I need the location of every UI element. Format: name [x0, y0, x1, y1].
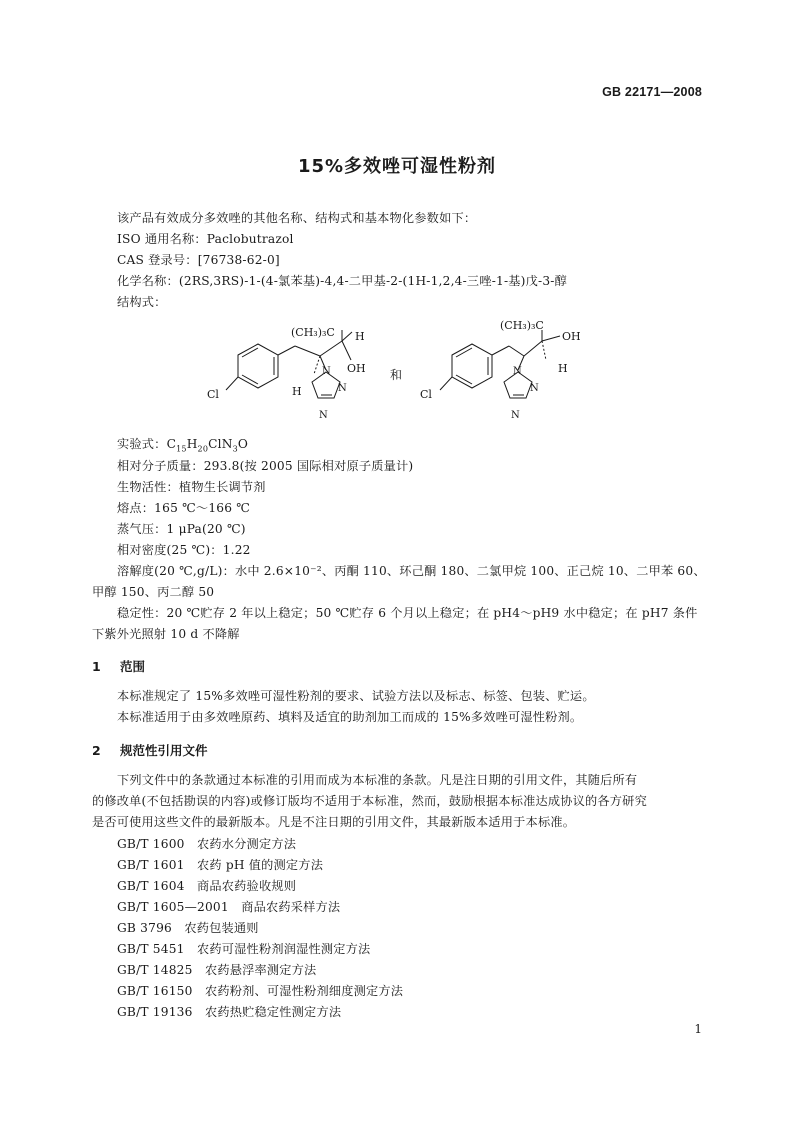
reference-item: GB/T 16150 农药粉剂、可湿性粉剂细度测定方法 [117, 984, 404, 998]
left-cl: Cl [207, 388, 219, 401]
right-h: H [558, 362, 568, 375]
solubility-line-1: 溶解度(20 ℃,g/L)：水中 2.6×10⁻²、丙酮 110、环己酮 180、二氯甲烷 100、正己烷 10、二甲苯 60、 [117, 564, 706, 578]
left-oh: OH [347, 362, 366, 375]
right-n3: N [511, 410, 520, 421]
left-n3: N [319, 410, 328, 421]
reference-item: GB 3796 农药包装通则 [117, 921, 259, 935]
right-oh: OH [562, 330, 581, 343]
molecular-weight: 相对分子质量：293.8(按 2005 国际相对原子质量计) [117, 459, 414, 473]
left-tbutyl: (CH₃)₃C [291, 326, 335, 339]
intro-lead: 该产品有效成分多效唑的其他名称、结构式和基本物化参数如下： [117, 211, 477, 225]
bioactivity: 生物活性：植物生长调节剂 [117, 480, 266, 494]
reference-item: GB/T 1600 农药水分测定方法 [117, 837, 297, 851]
reference-item: GB/T 19136 农药热贮稳定性测定方法 [117, 1005, 342, 1019]
reference-item: GB/T 1605—2001 商品农药采样方法 [117, 900, 341, 914]
left-benzene-ring [238, 344, 278, 388]
density: 相对密度(25 ℃)：1.22 [117, 543, 251, 557]
right-n1: N [513, 366, 522, 377]
and-word: 和 [390, 368, 403, 382]
stability-line-1: 稳定性：20 ℃贮存 2 年以上稳定；50 ℃贮存 6 个月以上稳定；在 pH4～pH9 水中稳定；在 pH7 条件 [117, 606, 698, 620]
left-h-bottom: H [292, 385, 302, 398]
solubility-line-2: 甲醇 150、丙二醇 50 [92, 585, 215, 599]
reference-item: GB/T 1601 农药 pH 值的测定方法 [117, 858, 324, 872]
page-title: 15%多效唑可湿性粉剂 [297, 156, 497, 177]
reference-item: GB/T 5451 农药可湿性粉剂润湿性测定方法 [117, 942, 371, 956]
empirical-formula: 实验式：$C_{15}H_{20}ClN_3O$ [117, 437, 249, 454]
section-2-heading: 2 规范性引用文件 [92, 743, 208, 758]
section-1-heading: 1 范围 [92, 659, 146, 674]
cas-number: CAS 登录号：[76738-62-0] [117, 253, 280, 267]
section-1-para-1: 本标准规定了 15%多效唑可湿性粉剂的要求、试验方法以及标志、标签、包装、贮运。 [117, 689, 595, 703]
stability-line-2: 下紫外光照射 10 d 不降解 [92, 627, 240, 641]
structure-label: 结构式： [117, 295, 167, 309]
section-2-para-line-2: 的修改单(不包括勘误的内容)或修订版均不适用于本标准，然而，鼓励根据本标准达成协议的各方研究 [92, 794, 647, 808]
reference-item: GB/T 14825 农药悬浮率测定方法 [117, 963, 317, 977]
left-n1: N [322, 366, 331, 377]
iso-name: ISO 通用名称：Paclobutrazol [117, 232, 294, 246]
vapor-pressure: 蒸气压：1 μPa(20 ℃) [117, 522, 246, 536]
right-benzene-ring [452, 344, 492, 388]
chemical-name: 化学名称：(2RS,3RS)-1-(4-氯苯基)-4,4-二甲基-2-(1H-1,2,4-三唑-1-基)戊-3-醇 [117, 274, 568, 288]
page-number: 1 [694, 1022, 702, 1036]
melting-point: 熔点：165 ℃～166 ℃ [117, 501, 251, 515]
left-h-top: H [355, 330, 365, 343]
right-n2: N [530, 383, 539, 394]
reference-item: GB/T 1604 商品农药验收规则 [117, 879, 297, 893]
section-2-para-line-1: 下列文件中的条款通过本标准的引用而成为本标准的条款。凡是注日期的引用文件，其随后所有 [117, 773, 638, 787]
section-2-para-line-3: 是否可使用这些文件的最新版本。凡是不注日期的引用文件，其最新版本适用于本标准。 [92, 815, 576, 829]
left-n2: N [338, 383, 347, 394]
right-tbutyl: (CH₃)₃C [500, 319, 544, 332]
section-1-para-2: 本标准适用于由多效唑原药、填料及适宜的助剂加工而成的 15%多效唑可湿性粉剂。 [117, 710, 583, 724]
left-structure [226, 330, 352, 398]
right-cl: Cl [420, 388, 432, 401]
right-structure [440, 330, 560, 398]
standard-number: GB 22171—2008 [602, 85, 702, 99]
structural-formula [200, 312, 600, 432]
